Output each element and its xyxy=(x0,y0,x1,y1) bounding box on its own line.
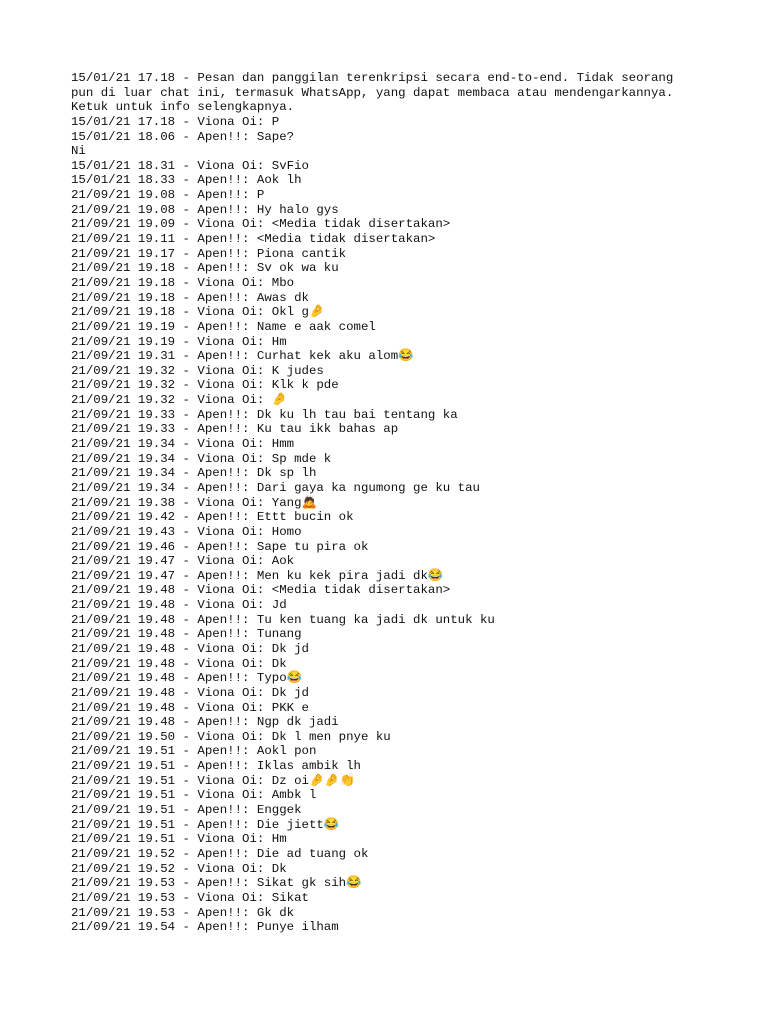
chat-line: 21/09/21 19.08 - Apen!!: Hy halo gys xyxy=(71,202,339,217)
chat-line: 21/09/21 19.46 - Apen!!: Sape tu pira ok xyxy=(71,539,369,554)
chat-line: 21/09/21 19.19 - Apen!!: Name e aak comel xyxy=(71,319,376,334)
chat-line: 21/09/21 19.51 - Viona Oi: Hm xyxy=(71,832,287,847)
chat-line: 21/09/21 19.31 - Apen!!: Curhat kek aku alom😂 xyxy=(71,349,414,364)
chat-line: 21/09/21 19.48 - Apen!!: Typo😂 xyxy=(71,671,303,686)
chat-line: 21/09/21 19.48 - Viona Oi: <Media tidak disertakan> xyxy=(71,583,451,598)
chat-line: 15/01/21 18.06 - Apen!!: Sape? xyxy=(71,129,295,144)
chat-line: 21/09/21 19.48 - Apen!!: Ngp dk jadi xyxy=(71,715,339,730)
chat-line: 21/09/21 19.51 - Viona Oi: Ambk l xyxy=(71,788,317,803)
chat-line: 21/09/21 19.33 - Apen!!: Dk ku lh tau bai tentang ka xyxy=(71,407,458,422)
chat-line: 21/09/21 19.43 - Viona Oi: Homo xyxy=(71,524,302,539)
chat-log-document xyxy=(71,71,761,935)
chat-line: 21/09/21 19.11 - Apen!!: <Media tidak disertakan> xyxy=(71,232,436,247)
chat-line: 21/09/21 19.53 - Viona Oi: Sikat xyxy=(71,890,309,905)
chat-line: 21/09/21 19.54 - Apen!!: Punye ilham xyxy=(71,920,339,935)
chat-line: 21/09/21 19.52 - Apen!!: Die ad tuang ok xyxy=(71,846,369,861)
chat-line: 21/09/21 19.34 - Viona Oi: Sp mde k xyxy=(71,451,332,466)
chat-line: 21/09/21 19.38 - Viona Oi: Yang🙇 xyxy=(71,495,317,510)
chat-line: 21/09/21 19.48 - Viona Oi: PKK e xyxy=(71,700,309,715)
chat-line: 21/09/21 19.48 - Apen!!: Tu ken tuang ka jadi dk untuk ku xyxy=(71,612,495,627)
chat-line: 21/09/21 19.51 - Viona Oi: Dz oi🤌🤌👏 xyxy=(71,773,356,788)
chat-line: 21/09/21 19.09 - Viona Oi: <Media tidak disertakan> xyxy=(71,217,451,232)
chat-line: 21/09/21 19.18 - Apen!!: Awas dk xyxy=(71,290,309,305)
chat-line: 21/09/21 19.48 - Viona Oi: Dk jd xyxy=(71,685,309,700)
chat-line: 21/09/21 19.18 - Viona Oi: Mbo xyxy=(71,275,295,290)
chat-line: 21/09/21 19.18 - Apen!!: Sv ok wa ku xyxy=(71,261,339,276)
chat-line: 21/09/21 19.48 - Viona Oi: Dk jd xyxy=(71,641,309,656)
chat-line: 21/09/21 19.51 - Apen!!: Iklas ambik lh xyxy=(71,759,361,774)
chat-line: 21/09/21 19.32 - Viona Oi: Klk k pde xyxy=(71,378,339,393)
chat-line: 21/09/21 19.50 - Viona Oi: Dk l men pnye ku xyxy=(71,729,391,744)
chat-line: 21/09/21 19.48 - Apen!!: Tunang xyxy=(71,627,302,642)
chat-line: 21/09/21 19.53 - Apen!!: Gk dk xyxy=(71,905,295,920)
chat-line: 21/09/21 19.19 - Viona Oi: Hm xyxy=(71,334,287,349)
chat-line: 21/09/21 19.17 - Apen!!: Piona cantik xyxy=(71,246,347,261)
chat-line: 21/09/21 19.33 - Apen!!: Ku tau ikk bahas ap xyxy=(71,422,399,437)
chat-line: 21/09/21 19.48 - Viona Oi: Jd xyxy=(71,598,287,613)
chat-line: 15/01/21 18.33 - Apen!!: Aok lh xyxy=(71,173,302,188)
chat-line: 21/09/21 19.52 - Viona Oi: Dk xyxy=(71,861,287,876)
chat-line: 15/01/21 17.18 - Pesan dan panggilan terenkripsi secara end-to-end. Tidak seorang xyxy=(71,71,674,85)
chat-line: 15/01/21 17.18 - Viona Oi: P xyxy=(71,114,280,129)
chat-line: 21/09/21 19.51 - Apen!!: Die jiett😂 xyxy=(71,817,340,832)
chat-line: 21/09/21 19.08 - Apen!!: P xyxy=(71,188,265,203)
chat-line: 21/09/21 19.32 - Viona Oi: 🤌 xyxy=(71,393,288,408)
chat-line: pun di luar chat ini, termasuk WhatsApp, yang dapat membaca atau mendengarkannya. xyxy=(71,85,674,100)
chat-line: 21/09/21 19.48 - Viona Oi: Dk xyxy=(71,656,287,671)
chat-line: 21/09/21 19.32 - Viona Oi: K judes xyxy=(71,363,324,378)
chat-line: 21/09/21 19.47 - Viona Oi: Aok xyxy=(71,554,295,569)
chat-line: 21/09/21 19.47 - Apen!!: Men ku kek pira jadi dk😂 xyxy=(71,568,444,583)
chat-line: Ni xyxy=(71,144,86,159)
chat-line: 21/09/21 19.42 - Apen!!: Ettt bucin ok xyxy=(71,510,354,525)
chat-line: 21/09/21 19.51 - Apen!!: Enggek xyxy=(71,803,302,818)
chat-line: 21/09/21 19.34 - Apen!!: Dari gaya ka ngumong ge ku tau xyxy=(71,480,480,495)
chat-line: 21/09/21 19.53 - Apen!!: Sikat gk sih😂 xyxy=(71,876,362,891)
chat-line: 21/09/21 19.34 - Viona Oi: Hmm xyxy=(71,437,295,452)
chat-line: 15/01/21 18.31 - Viona Oi: SvFio xyxy=(71,158,309,173)
chat-line: 21/09/21 19.51 - Apen!!: Aokl pon xyxy=(71,744,317,759)
chat-line: 21/09/21 19.18 - Viona Oi: Okl g🤌 xyxy=(71,305,325,320)
chat-line: Ketuk untuk info selengkapnya. xyxy=(71,100,295,115)
chat-line: 21/09/21 19.34 - Apen!!: Dk sp lh xyxy=(71,466,317,481)
